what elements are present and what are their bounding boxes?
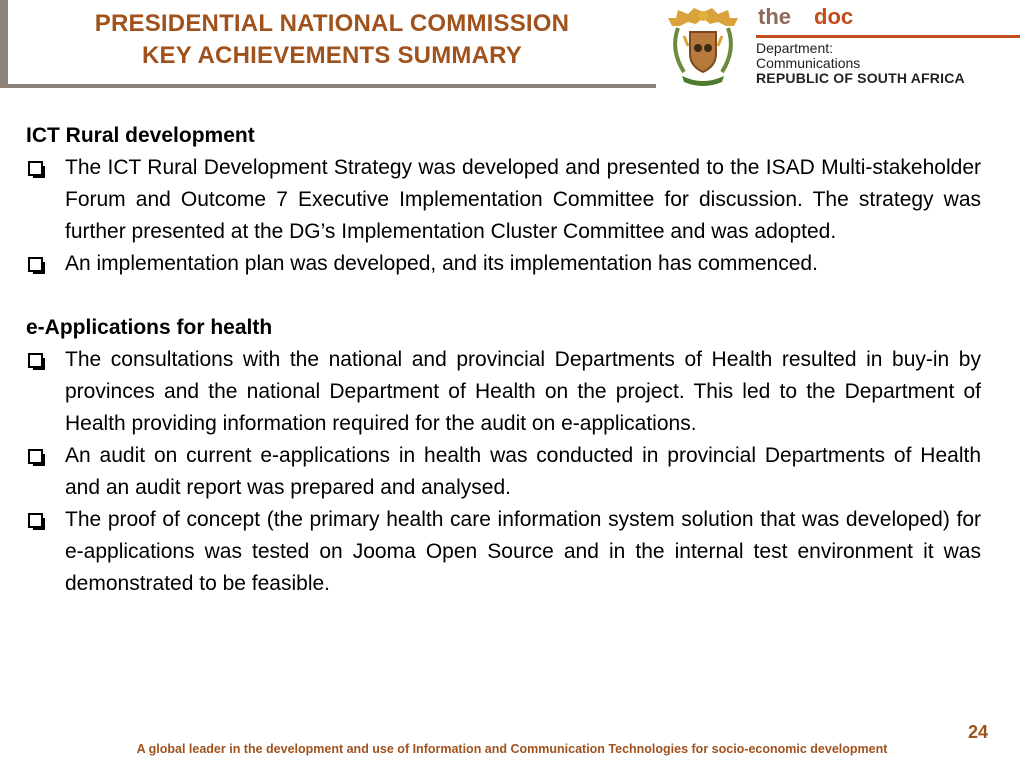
slide-content bbox=[26, 120, 981, 600]
footer-tagline: A global leader in the development and use of Information and Communication Technologies for socio-economic development bbox=[136, 742, 888, 756]
bullet-text: The consultations with the national and provincial Departments of Health resulted in buy-in by provinces and the national Department of Health on the project. This led to the Department of Health providing information required for the audit on e-applications. bbox=[65, 348, 981, 435]
section-spacer bbox=[26, 280, 981, 312]
bullet-list-e-applications bbox=[26, 344, 981, 600]
list-item bbox=[26, 504, 981, 600]
section-heading-e-applications: e-Applications for health bbox=[26, 316, 273, 339]
brand-divider bbox=[756, 35, 1020, 38]
title-box bbox=[0, 0, 656, 88]
brand-doc: doc bbox=[814, 4, 854, 29]
bullet-list-ict-rural bbox=[26, 152, 981, 280]
section-heading-ict-rural: ICT Rural development bbox=[26, 124, 255, 147]
checkbox-bullet-icon bbox=[28, 513, 43, 528]
brand-the: the bbox=[758, 4, 791, 29]
bullet-text: An audit on current e-applications in health was conducted in provincial Departments of Health and an audit report was prepared and analysed. bbox=[65, 444, 981, 499]
list-item bbox=[26, 152, 981, 248]
checkbox-bullet-icon bbox=[28, 353, 43, 368]
list-item bbox=[26, 344, 981, 440]
coat-of-arms-icon bbox=[664, 6, 742, 88]
list-item bbox=[26, 440, 981, 504]
checkbox-bullet-icon bbox=[28, 449, 43, 464]
bullet-text: An implementation plan was developed, and its implementation has commenced. bbox=[65, 252, 818, 275]
slide-title-line-1: PRESIDENTIAL NATIONAL COMMISSION bbox=[94, 10, 570, 37]
checkbox-bullet-icon bbox=[28, 257, 43, 272]
slide-header bbox=[0, 0, 1024, 95]
department-brand bbox=[750, 0, 1024, 95]
checkbox-bullet-icon bbox=[28, 161, 43, 176]
slide-title-line-2: KEY ACHIEVEMENTS SUMMARY bbox=[142, 42, 522, 69]
bullet-text: The proof of concept (the primary health care information system solution that was developed) for e-applications was tested on Jooma Open Source and in the internal test environment it was demonstrated to be feasible. bbox=[65, 508, 981, 595]
brand-department: Department: bbox=[756, 40, 834, 56]
brand-country: REPUBLIC OF SOUTH AFRICA bbox=[756, 70, 965, 86]
page-number: 24 bbox=[968, 722, 989, 742]
brand-communications: Communications bbox=[756, 55, 861, 71]
bullet-text: The ICT Rural Development Strategy was developed and presented to the ISAD Multi-stakeholder Forum and Outcome 7 Executive Implementation Committee for discussion. The strategy was further presented at the DG’s Implementation Cluster Committee and was adopted. bbox=[65, 156, 981, 243]
list-item bbox=[26, 248, 981, 280]
